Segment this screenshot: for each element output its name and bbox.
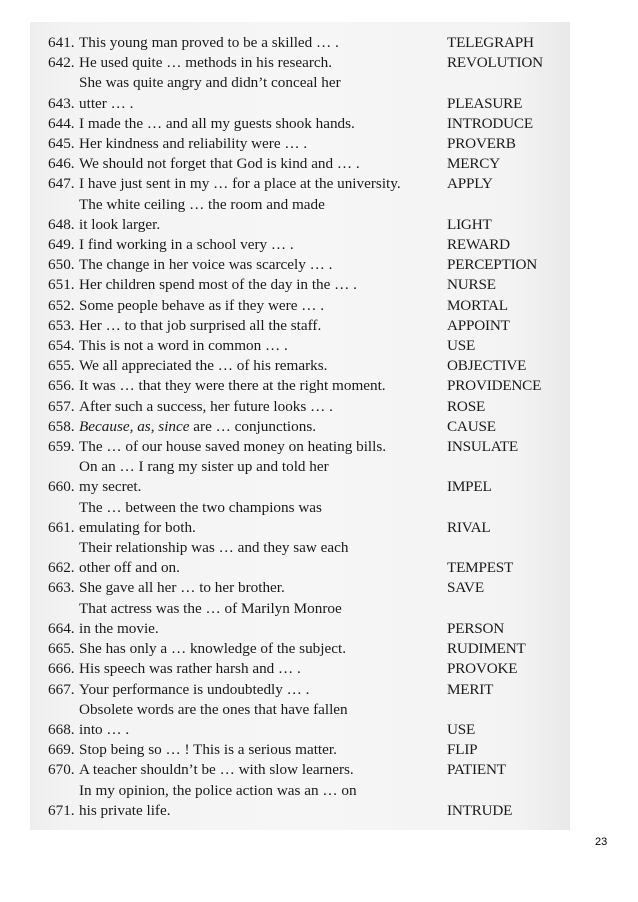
item-sentence [79, 760, 443, 780]
sentence-line: It was … that they were there at the right moment. [79, 377, 386, 395]
exercise-item [48, 336, 558, 356]
answer-word: REVOLUTION [447, 54, 543, 72]
sentence-line: into … . [79, 720, 130, 738]
item-sentence [79, 336, 443, 356]
sentence-line: Obsolete words are the ones that have fallen [79, 700, 348, 718]
sentence-line: in the movie. [79, 619, 159, 637]
exercise-item [48, 73, 558, 113]
item-number: 659. [48, 438, 75, 456]
item-sentence [79, 599, 443, 639]
item-number: 661. [48, 518, 75, 536]
item-sentence [79, 134, 443, 154]
item-sentence [79, 659, 443, 679]
exercise-item [48, 659, 558, 679]
exercise-item [48, 639, 558, 659]
exercise-item [48, 740, 558, 760]
exercise-item [48, 296, 558, 316]
sentence-line: In my opinion, the police action was an … on [79, 781, 357, 799]
item-number: 663. [48, 579, 75, 597]
item-number: 651. [48, 276, 75, 294]
exercise-item [48, 397, 558, 417]
item-sentence [79, 376, 443, 396]
item-sentence [79, 740, 443, 760]
answer-word: OBJECTIVE [447, 357, 527, 375]
answer-word: MERCY [447, 155, 501, 173]
item-sentence [79, 73, 443, 113]
sentence-line: other off and on. [79, 559, 180, 577]
exercise-item [48, 316, 558, 336]
answer-word: USE [447, 720, 476, 738]
item-number: 670. [48, 761, 75, 779]
item-sentence [79, 53, 443, 73]
answer-word: PATIENT [447, 761, 506, 779]
answer-word: INTRODUCE [447, 114, 533, 132]
item-sentence [79, 397, 443, 417]
exercise-item [48, 417, 558, 437]
item-sentence [79, 154, 443, 174]
sentence-line: Stop being so … ! This is a serious matter. [79, 741, 337, 759]
item-sentence [79, 437, 443, 457]
item-sentence [79, 195, 443, 235]
item-sentence [79, 235, 443, 255]
item-number: 641. [48, 34, 75, 51]
item-sentence [79, 538, 443, 578]
sentence-line: utter … . [79, 94, 134, 112]
sentence-line [79, 417, 443, 437]
answer-word: CAUSE [447, 417, 496, 435]
item-number: 647. [48, 175, 75, 193]
item-number: 645. [48, 135, 75, 153]
exercise-item [48, 760, 558, 780]
exercise-item [48, 538, 558, 578]
item-number: 665. [48, 640, 75, 658]
exercise-item [48, 195, 558, 235]
item-number: 660. [48, 478, 75, 496]
item-number: 650. [48, 256, 75, 274]
item-sentence [79, 781, 443, 821]
item-number: 642. [48, 54, 75, 72]
sentence-line: Her … to that job surprised all the staff. [79, 316, 322, 334]
item-sentence [79, 316, 443, 336]
sentence-line: The … of our house saved money on heating bills. [79, 438, 387, 456]
answer-word: INSULATE [447, 438, 518, 456]
exercise-item [48, 255, 558, 275]
answer-word: IMPEL [447, 478, 492, 496]
sentence-line: Your performance is undoubtedly … . [79, 680, 310, 698]
exercise-list [48, 33, 558, 821]
sentence-line: his private life. [79, 801, 171, 819]
exercise-item [48, 154, 558, 174]
exercise-item [48, 578, 558, 598]
answer-word: PROVOKE [447, 660, 518, 678]
exercise-item [48, 356, 558, 376]
sentence-line: Their relationship was … and they saw each [79, 539, 349, 557]
item-sentence [79, 498, 443, 538]
item-number: 653. [48, 316, 75, 334]
answer-word: SAVE [447, 579, 484, 597]
item-number: 658. [48, 417, 75, 435]
answer-word: PERCEPTION [447, 256, 537, 274]
answer-word: TEMPEST [447, 559, 514, 577]
sentence-line: This is not a word in common … . [79, 337, 288, 355]
answer-word: APPLY [447, 175, 493, 193]
item-sentence [79, 275, 443, 295]
sentence-line: She gave all her … to her brother. [79, 579, 285, 597]
item-sentence [79, 578, 443, 598]
exercise-item [48, 275, 558, 295]
item-sentence [79, 174, 443, 194]
sentence-line: I made the … and all my guests shook hands. [79, 114, 355, 132]
item-number: 643. [48, 94, 75, 112]
sentence-line: Her children spend most of the day in the … . [79, 276, 357, 294]
item-number: 671. [48, 801, 75, 819]
item-number: 669. [48, 741, 75, 759]
answer-word: LIGHT [447, 215, 492, 233]
sentence-line: I find working in a school very … . [79, 236, 294, 254]
exercise-item [48, 114, 558, 134]
exercise-item [48, 33, 558, 53]
sentence-line: Her kindness and reliability were … . [79, 135, 308, 153]
item-number: 648. [48, 215, 75, 233]
item-number: 657. [48, 397, 75, 415]
sentence-text: are … conjunctions. [189, 417, 317, 435]
exercise-item [48, 437, 558, 457]
answer-word: FLIP [447, 741, 478, 759]
answer-word: MERIT [447, 680, 494, 698]
item-sentence [79, 700, 443, 740]
sentence-line: His speech was rather harsh and … . [79, 660, 301, 678]
answer-word: PLEASURE [447, 94, 523, 112]
item-number: 654. [48, 337, 75, 355]
sentence-line: We all appreciated the … of his remarks. [79, 357, 328, 375]
sentence-line: A teacher shouldn’t be … with slow learners. [79, 761, 354, 779]
sentence-line: The white ceiling … the room and made [79, 195, 325, 213]
answer-word: RUDIMENT [447, 640, 526, 658]
answer-word: REWARD [447, 236, 510, 254]
answer-word: RIVAL [447, 518, 491, 536]
item-sentence [79, 255, 443, 275]
exercise-item [48, 376, 558, 396]
sentence-line: emulating for both. [79, 518, 196, 536]
item-sentence [79, 296, 443, 316]
exercise-item [48, 599, 558, 639]
sentence-line: This young man proved to be a skilled … . [79, 34, 339, 51]
answer-word: TELEGRAPH [447, 34, 534, 51]
item-number: 662. [48, 559, 75, 577]
exercise-item [48, 235, 558, 255]
item-sentence [79, 639, 443, 659]
item-sentence [79, 114, 443, 134]
sentence-line: That actress was the … of Marilyn Monroe [79, 599, 342, 617]
sentence-line: He used quite … methods in his research. [79, 54, 333, 72]
item-sentence [79, 680, 443, 700]
answer-word: MORTAL [447, 296, 508, 314]
exercise-item [48, 53, 558, 73]
item-sentence [79, 457, 443, 497]
answer-word: APPOINT [447, 316, 510, 334]
sentence-line: The … between the two champions was [79, 498, 322, 516]
sentence-line: After such a success, her future looks … . [79, 397, 333, 415]
answer-word: PROVIDENCE [447, 377, 542, 395]
sentence-line: She has only a … knowledge of the subject. [79, 640, 346, 658]
answer-word: USE [447, 337, 476, 355]
sentence-line: I have just sent in my … for a place at the university. [79, 175, 401, 193]
answer-word: NURSE [447, 276, 496, 294]
answer-word: PROVERB [447, 135, 516, 153]
italic-words: Because, as, since [79, 417, 190, 435]
item-number: 655. [48, 357, 75, 375]
answer-word: ROSE [447, 397, 486, 415]
exercise-item [48, 781, 558, 821]
item-number: 652. [48, 296, 75, 314]
sentence-line: We should not forget that God is kind and … . [79, 155, 360, 173]
sentence-line: it look larger. [79, 215, 161, 233]
item-number: 644. [48, 114, 75, 132]
exercise-item [48, 174, 558, 194]
item-number: 649. [48, 236, 75, 254]
sentence-line: On an … I rang my sister up and told her [79, 458, 329, 476]
item-sentence [79, 33, 443, 53]
sentence-line: The change in her voice was scarcely … . [79, 256, 333, 274]
exercise-item [48, 457, 558, 497]
item-number: 668. [48, 720, 75, 738]
answer-word: INTRUDE [447, 801, 513, 819]
item-sentence [79, 417, 443, 437]
item-sentence [79, 356, 443, 376]
answer-word: PERSON [447, 619, 505, 637]
item-number: 656. [48, 377, 75, 395]
exercise-item [48, 680, 558, 700]
exercise-item [48, 134, 558, 154]
item-number: 666. [48, 660, 75, 678]
page-number: 23 [595, 836, 608, 848]
item-number: 646. [48, 155, 75, 173]
item-number: 667. [48, 680, 75, 698]
item-number: 664. [48, 619, 75, 637]
sentence-line: She was quite angry and didn’t conceal her [79, 74, 341, 92]
exercise-item [48, 700, 558, 740]
exercise-item [48, 498, 558, 538]
sentence-line: Some people behave as if they were … . [79, 296, 325, 314]
sentence-line: my secret. [79, 478, 142, 496]
